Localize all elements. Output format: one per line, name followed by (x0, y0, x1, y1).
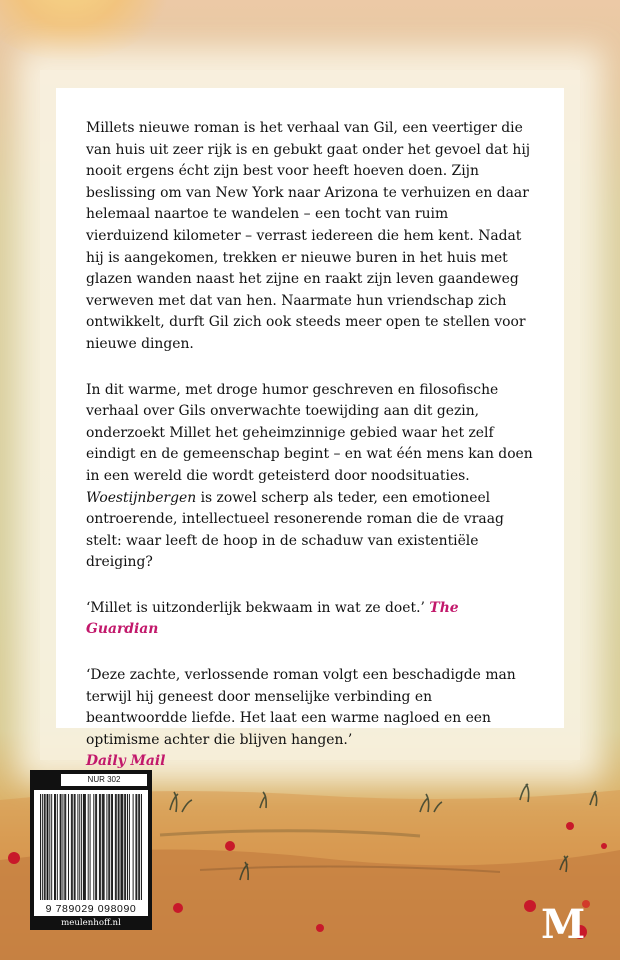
barcode-bar (133, 794, 134, 900)
barcode-bar (99, 794, 100, 900)
barcode-bar (106, 794, 107, 900)
barcode-bar (119, 794, 120, 900)
barcode-bar (135, 794, 136, 900)
barcode-bar (129, 794, 130, 900)
barcode-bar (112, 794, 113, 900)
barcode-bar (139, 794, 140, 900)
barcode-bar (88, 794, 89, 900)
barcode-bar (111, 794, 112, 900)
book-title: Woestijnbergen (86, 489, 197, 506)
barcode-bar (49, 794, 50, 900)
barcode-bar (51, 794, 52, 900)
barcode-bar (108, 794, 109, 900)
barcode-bar (102, 794, 103, 900)
barcode-bar (85, 794, 86, 900)
barcode-bar (57, 794, 58, 900)
barcode-bar (68, 794, 69, 900)
barcode-bar (84, 794, 85, 900)
barcode-bar (124, 794, 125, 900)
barcode-bar (96, 794, 97, 900)
barcode-bar (127, 794, 128, 900)
barcode-bar (74, 794, 75, 900)
review-quote-2-text: ‘Deze zachte, verlossende roman volgt een beschadigde man terwijl hij geneest door menselijke verbinding en beantwoordde liefde. Het laat een warme nagloed en een optimisme achter die blijven hangen.’ (86, 667, 516, 748)
publisher-logo: M (541, 901, 586, 948)
barcode-bar (45, 794, 46, 900)
blurb-panel (56, 88, 564, 770)
barcode-bar (47, 794, 48, 900)
publisher-url: meulenhoff.nl (61, 918, 121, 928)
barcode-bars (34, 790, 148, 904)
blurb-paragraph-2-text: In dit warme, met droge humor geschreven en filosofische verhaal over Gils onverwachte toewijding aan dit gezin, onderzoekt Millet het geheimzinnige gebied waar het zelf eindigt en de gemeenschap begint – en wat één mens kan doen in een wereld die wordt geteisterd door noodsituaties. (86, 381, 533, 484)
barcode-bar (75, 794, 76, 900)
barcode-bar (100, 794, 101, 900)
barcode-bar (125, 794, 126, 900)
barcode-bar (120, 794, 121, 900)
review-source-2: Daily Mail (86, 753, 166, 770)
barcode-bar (62, 794, 63, 900)
nur-code: NUR 302 (61, 774, 147, 786)
blurb-paragraph-2-end: is zowel scherp als teder, een emotioneel ontroerende, intellectueel resonerende roman die de vraag stelt: waar leeft de hoop in de schaduw van existentiële dreiging? (86, 489, 504, 571)
barcode-bar (79, 794, 80, 900)
barcode-bar (71, 794, 72, 900)
barcode-bar (60, 794, 61, 900)
review-quote-1 (86, 598, 534, 641)
barcode-bar (44, 794, 45, 900)
barcode-bar (138, 794, 139, 900)
barcode-bar (81, 794, 82, 900)
barcode-bar (118, 794, 119, 900)
barcode-bar (141, 794, 142, 900)
barcode-bar (40, 794, 41, 900)
barcode-bar (65, 794, 66, 900)
barcode-bar (83, 794, 84, 900)
review-source-1: The Guardian (86, 599, 459, 638)
barcode-bar (121, 794, 122, 900)
barcode-bar (93, 794, 94, 900)
barcode-bar (95, 794, 96, 900)
barcode-bar (61, 794, 62, 900)
barcode-bar (116, 794, 117, 900)
barcode-bar (90, 794, 91, 900)
barcode-bar (115, 794, 116, 900)
barcode-bar (47, 794, 48, 900)
barcode-bar (103, 794, 104, 900)
blurb-paragraph-1: Millets nieuwe roman is het verhaal van Gil, een veertiger die van huis uit zeer rijk is en gebukt gaat onder het gevoel dat hij nooit ergens écht zijn best voor heeft hoeven doen. Zijn beslissing om van New York naar Arizona te verhuizen en daar helemaal naartoe te wandelen – een tocht van ruim vierduizend kilometer – verrast iedereen die hem kent. Nadat hij is aangekomen, trekken er nieuwe buren in het huis met glazen wanden naast het zijne en raakt zijn leven gaandeweg verweven met dat van hen. Naarmate hun vriendschap zich ontwikkelt, durft Gil zich ook steeds meer open te stellen voor nieuwe dingen. (86, 120, 531, 352)
barcode-bar (64, 794, 65, 900)
blurb-paragraph-2 (86, 380, 534, 574)
barcode-bar (77, 794, 78, 900)
barcode-bar (136, 794, 137, 900)
barcode-bar (42, 794, 43, 900)
barcode-bar (109, 794, 110, 900)
isbn-number: 9 789029 098090 (34, 904, 148, 916)
review-quote-2 (86, 665, 534, 773)
barcode-bar (104, 794, 105, 900)
barcode-bar (54, 794, 55, 900)
barcode-bar (72, 794, 73, 900)
barcode-bar (122, 794, 123, 900)
review-quote-1-text: ‘Millet is uitzonderlijk bekwaam in wat ze doet.’ (86, 599, 425, 616)
barcode-bar (55, 794, 56, 900)
